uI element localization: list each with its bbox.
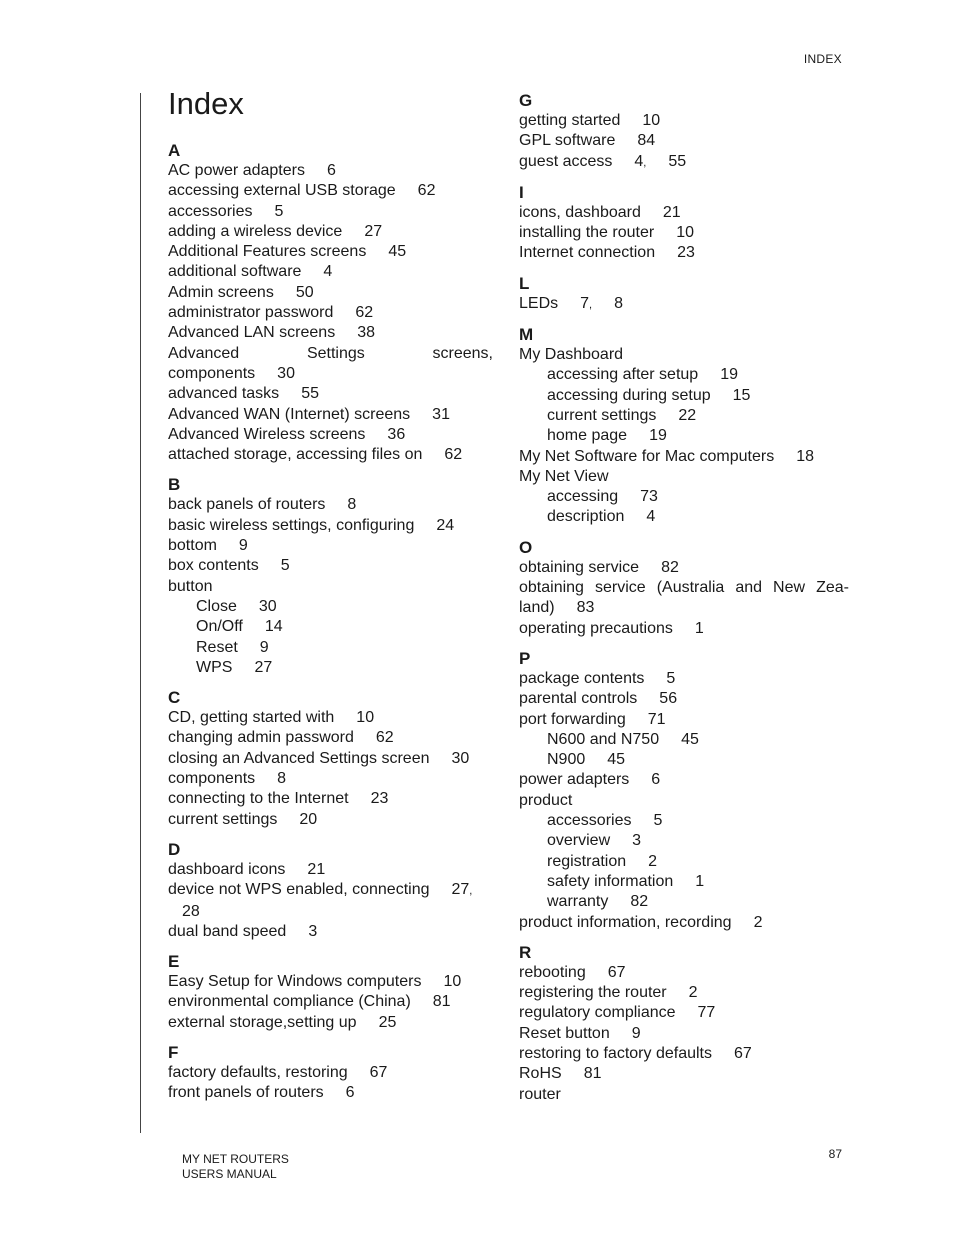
entry-page: 14 <box>264 618 283 636</box>
entry-term: power adapters <box>519 771 630 789</box>
entry-page: 5 <box>653 812 663 830</box>
entry-page: 62 <box>355 304 374 322</box>
index-entry <box>168 922 493 942</box>
footer <box>182 1152 289 1182</box>
index-entry <box>519 507 849 527</box>
index-entry <box>168 384 493 404</box>
entry-term: parental controls <box>519 690 638 708</box>
entry-page: 27 <box>451 881 470 899</box>
index-section <box>168 688 493 830</box>
index-entry <box>168 617 493 637</box>
index-entry <box>519 892 849 912</box>
entry-term: Easy Setup for Windows computers <box>168 973 422 991</box>
section-letter: I <box>519 182 524 202</box>
index-section <box>168 1043 493 1104</box>
entry-term: icons, dashboard <box>519 203 641 221</box>
entry-term: Advanced Settings screens, components <box>168 344 493 382</box>
section-letter: M <box>519 325 534 345</box>
index-entry <box>519 131 849 151</box>
entry-term: product <box>519 791 573 809</box>
index-entry <box>168 638 493 658</box>
index-entry <box>519 243 849 263</box>
section-letter: R <box>519 942 532 962</box>
entry-page: 62 <box>417 182 436 200</box>
index-entry <box>519 983 849 1003</box>
vertical-rule <box>140 93 141 1133</box>
entry-term: accessories <box>168 202 253 220</box>
index-section <box>519 649 849 933</box>
index-entry <box>519 345 849 365</box>
page-separator: , <box>643 156 647 169</box>
entry-term: current settings <box>547 406 657 424</box>
entry-page: 19 <box>649 427 667 445</box>
index-section <box>519 943 849 1105</box>
index-entry <box>168 1063 493 1083</box>
index-entry <box>519 1085 849 1105</box>
index-entry <box>168 1013 493 1033</box>
index-entry <box>168 769 493 789</box>
entry-term: On/Off <box>196 618 243 636</box>
entry-page: 3 <box>632 832 642 850</box>
section-letter: C <box>168 688 181 708</box>
entry-term: front panels of routers <box>168 1084 324 1102</box>
entry-term: regulatory compliance <box>519 1004 676 1022</box>
entry-page: 30 <box>258 597 277 615</box>
entry-term: Internet connection <box>519 244 656 262</box>
entry-term: accessing <box>547 488 619 506</box>
entry-term: LEDs <box>519 294 559 312</box>
index-entry <box>519 913 849 933</box>
index-section <box>519 538 849 639</box>
index-entry <box>168 992 493 1012</box>
index-entry <box>168 242 493 262</box>
entry-page: 21 <box>662 203 681 221</box>
index-entry <box>519 365 849 385</box>
index-entry <box>519 1024 849 1044</box>
index-entry <box>519 852 849 872</box>
entry-term: Reset button <box>519 1024 610 1042</box>
entry-page: 2 <box>753 913 763 931</box>
entry-term: accessing external USB storage <box>168 182 396 200</box>
index-entry <box>168 728 493 748</box>
entry-term: AC power adapters <box>168 162 305 179</box>
entry-page: 45 <box>607 751 626 769</box>
entry-page: 19 <box>720 366 738 384</box>
index-entry <box>519 669 849 689</box>
entry-term: factory defaults, restoring <box>168 1063 348 1081</box>
entry-page: 6 <box>326 162 336 179</box>
section-letter: O <box>519 537 533 557</box>
index-entry <box>168 789 493 809</box>
entry-term: registration <box>547 852 627 870</box>
entry-page: 77 <box>697 1004 716 1022</box>
entry-term: Advanced LAN screens <box>168 324 336 342</box>
index-entry <box>168 344 493 385</box>
index-entry <box>168 425 493 445</box>
entry-term: attached storage, accessing files on <box>168 446 423 464</box>
section-letter: P <box>519 648 531 668</box>
entry-page: 2 <box>648 852 658 870</box>
index-entry <box>168 283 493 303</box>
entry-page: 8 <box>614 294 623 312</box>
entry-page: 10 <box>676 224 694 242</box>
entry-term: N600 and N750 <box>547 730 660 748</box>
section-letter: G <box>519 91 533 110</box>
entry-term: current settings <box>168 810 278 828</box>
entry-term: port forwarding <box>519 710 626 728</box>
index-column-right <box>519 91 849 1115</box>
entry-term: advanced tasks <box>168 385 280 403</box>
entry-page: 4 <box>634 152 644 170</box>
section-letter: E <box>168 952 180 972</box>
index-entry <box>519 426 849 446</box>
entry-term: home page <box>547 427 628 445</box>
entry-page: 9 <box>631 1024 641 1042</box>
entry-page: 23 <box>370 790 389 808</box>
entry-term: button <box>168 577 213 595</box>
entry-page: 30 <box>451 749 470 767</box>
entry-page: 71 <box>647 710 666 728</box>
entry-term: closing an Advanced Settings screen <box>168 749 430 767</box>
entry-term: restoring to factory defaults <box>519 1044 712 1062</box>
index-entry <box>168 972 493 992</box>
entry-page: 15 <box>732 386 751 404</box>
entry-page: 1 <box>694 619 704 637</box>
entry-term: accessing during setup <box>547 386 711 404</box>
entry-page: 6 <box>651 771 661 789</box>
entry-page: 55 <box>668 152 687 170</box>
index-entry <box>168 516 493 536</box>
entry-page: 20 <box>299 810 318 828</box>
entry-page: 5 <box>666 669 676 687</box>
entry-term: guest access <box>519 152 613 170</box>
entry-term: overview <box>547 832 611 850</box>
entry-term: registering the router <box>519 984 667 1002</box>
index-section <box>168 840 493 942</box>
entry-page: 8 <box>347 496 357 514</box>
entry-term: changing admin password <box>168 729 354 747</box>
index-entry <box>519 872 849 892</box>
index-entry <box>168 222 493 242</box>
entry-page: 1 <box>695 872 705 890</box>
entry-term: administrator password <box>168 304 334 322</box>
entry-page: 73 <box>640 488 658 506</box>
entry-page: 36 <box>387 425 406 443</box>
entry-page: 9 <box>259 638 269 656</box>
entry-term: Advanced Wireless screens <box>168 425 366 443</box>
entry-page: 10 <box>356 709 375 727</box>
index-entry <box>519 152 849 173</box>
index-column-left <box>168 141 493 1114</box>
entry-term: accessing after setup <box>547 366 699 384</box>
entry-term: My Dashboard <box>519 346 624 364</box>
index-section <box>168 141 493 465</box>
entry-page: 22 <box>678 406 697 424</box>
entry-term: Additional Features screens <box>168 243 367 261</box>
entry-page: 4 <box>323 263 333 281</box>
entry-page: 10 <box>443 973 462 991</box>
section-letter: L <box>519 273 530 293</box>
page-separator: , <box>589 298 593 311</box>
index-entry <box>519 831 849 851</box>
index-entry <box>519 447 849 467</box>
entry-term: description <box>547 508 625 526</box>
entry-page: 9 <box>238 537 248 555</box>
entry-page: 24 <box>436 516 455 534</box>
entry-page: 5 <box>274 202 284 220</box>
entry-page: 62 <box>375 729 394 747</box>
index-entry <box>168 323 493 343</box>
entry-page: 21 <box>307 860 326 878</box>
index-entry <box>168 536 493 556</box>
index-entry <box>168 262 493 282</box>
entry-term: getting started <box>519 112 621 129</box>
index-section <box>519 91 849 173</box>
index-entry <box>519 770 849 790</box>
entry-term: additional software <box>168 263 302 281</box>
page-separator: , <box>469 885 473 898</box>
entry-page: 84 <box>637 132 656 150</box>
entry-page: 56 <box>659 690 678 708</box>
entry-term: back panels of routers <box>168 496 326 514</box>
entry-term: external storage,setting up <box>168 1013 357 1031</box>
running-header: INDEX <box>803 52 842 66</box>
index-entry <box>168 181 493 201</box>
index-entry <box>519 811 849 831</box>
entry-term: rebooting <box>519 963 586 981</box>
entry-page: 62 <box>444 446 463 464</box>
footer-line-2: USERS MANUAL <box>182 1167 277 1181</box>
index-entry <box>519 710 849 730</box>
section-letter: F <box>168 1042 179 1062</box>
entry-term: CD, getting started with <box>168 709 335 727</box>
entry-term: environmental compliance (China) <box>168 993 411 1011</box>
index-section <box>519 274 849 315</box>
index-entry <box>519 558 849 578</box>
entry-term: device not WPS enabled, connecting <box>168 881 430 899</box>
index-entry <box>168 303 493 323</box>
entry-page: 27 <box>364 222 383 240</box>
entry-term: adding a wireless device <box>168 222 343 240</box>
entry-term: basic wireless settings, configuring <box>168 516 415 534</box>
index-entry <box>168 597 493 617</box>
entry-term: Reset <box>196 638 238 656</box>
index-entry <box>168 495 493 515</box>
index-entry <box>168 810 493 830</box>
entry-term: obtaining service (Australia and New Zea-land) <box>519 579 849 617</box>
index-entry <box>168 202 493 222</box>
entry-page: 23 <box>677 244 695 262</box>
index-entry <box>519 467 849 487</box>
entry-term: operating precautions <box>519 619 673 637</box>
index-entry <box>519 1064 849 1084</box>
index-entry <box>168 708 493 728</box>
entry-page: 8 <box>277 770 287 788</box>
entry-term: My Net Software for Mac computers <box>519 447 775 465</box>
entry-page: 7 <box>580 294 590 312</box>
index-entry <box>519 730 849 750</box>
index-entry <box>519 1044 849 1064</box>
index-section <box>519 183 849 264</box>
entry-page: 6 <box>345 1084 355 1102</box>
index-entry <box>519 791 849 811</box>
entry-page: 18 <box>796 447 814 465</box>
index-entry <box>519 750 849 770</box>
index-entry <box>519 406 849 426</box>
entry-page: 38 <box>357 324 375 342</box>
entry-term: GPL software <box>519 132 616 150</box>
entry-page: 27 <box>254 658 273 676</box>
index-entry <box>519 223 849 243</box>
index-section <box>519 325 849 528</box>
entry-term: product information, recording <box>519 913 732 931</box>
index-entry <box>168 749 493 769</box>
index-entry <box>519 203 849 223</box>
entry-term: connecting to the Internet <box>168 790 349 808</box>
entry-term: warranty <box>547 893 609 911</box>
entry-page: 10 <box>642 112 661 129</box>
entry-page: 67 <box>607 963 626 981</box>
entry-term: Admin screens <box>168 283 274 301</box>
entry-term: dashboard icons <box>168 860 286 878</box>
entry-term: obtaining service <box>519 558 640 576</box>
section-letter: A <box>168 141 181 160</box>
index-entry <box>168 658 493 678</box>
entry-term: package contents <box>519 669 645 687</box>
entry-term: My Net View <box>519 467 609 485</box>
index-entry <box>168 860 493 880</box>
entry-term: accessories <box>547 812 632 830</box>
entry-page: 67 <box>369 1063 388 1081</box>
index-entry <box>168 556 493 576</box>
entry-page: 67 <box>733 1044 752 1062</box>
index-section <box>168 952 493 1033</box>
index-entry <box>168 880 493 922</box>
page-title: Index <box>168 86 244 121</box>
index-entry <box>168 161 493 181</box>
entry-page: 82 <box>630 893 649 911</box>
page-number: 87 <box>828 1147 842 1161</box>
entry-term: N900 <box>547 751 586 769</box>
index-entry <box>519 294 849 315</box>
entry-page: 5 <box>280 557 290 575</box>
entry-term: safety information <box>547 872 674 890</box>
index-section <box>168 475 493 678</box>
entry-term: components <box>168 770 256 788</box>
entry-page: 82 <box>661 558 679 576</box>
index-entry <box>519 1003 849 1023</box>
entry-page: 25 <box>378 1013 397 1031</box>
index-entry <box>168 405 493 425</box>
index-entry <box>519 963 849 983</box>
entry-term: Close <box>196 597 237 615</box>
entry-term: installing the router <box>519 224 655 242</box>
entry-term: RoHS <box>519 1065 562 1083</box>
entry-page: 2 <box>688 984 698 1002</box>
entry-page: 55 <box>301 385 319 403</box>
entry-page: 45 <box>388 243 407 261</box>
entry-page: 30 <box>277 364 295 382</box>
index-entry <box>519 689 849 709</box>
index-entry <box>519 578 849 619</box>
entry-term: dual band speed <box>168 922 287 940</box>
index-entry <box>519 487 849 507</box>
index-entry <box>168 577 493 597</box>
index-entry <box>519 111 849 131</box>
entry-page: 81 <box>583 1065 602 1083</box>
entry-page: 83 <box>576 599 595 617</box>
section-letter: D <box>168 839 181 859</box>
entry-term: WPS <box>196 658 233 676</box>
entry-page: 50 <box>295 283 314 301</box>
section-letter: B <box>168 475 181 495</box>
index-entry <box>519 619 849 639</box>
index-entry <box>168 1083 493 1103</box>
entry-page: 28 <box>182 902 200 920</box>
entry-page: 4 <box>646 508 656 526</box>
entry-page: 3 <box>308 922 318 940</box>
entry-page: 81 <box>432 993 451 1011</box>
index-entry <box>519 386 849 406</box>
footer-line-1: MY NET ROUTERS <box>182 1152 289 1166</box>
entry-term: bottom <box>168 537 217 555</box>
entry-term: Advanced WAN (Internet) screens <box>168 405 411 423</box>
entry-page: 31 <box>432 405 450 423</box>
entry-page: 45 <box>681 730 699 748</box>
entry-term: box contents <box>168 557 259 575</box>
entry-term: router <box>519 1085 561 1103</box>
index-entry <box>168 445 493 465</box>
